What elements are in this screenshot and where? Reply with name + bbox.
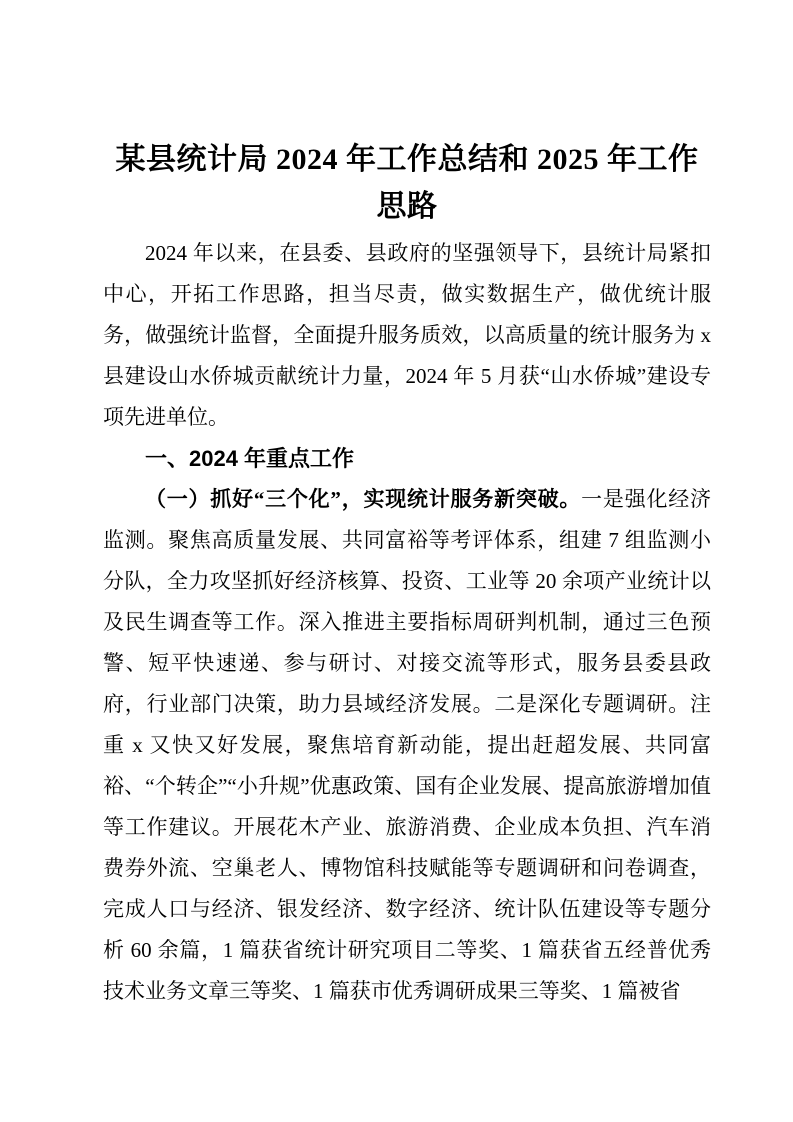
document-title: 某县统计局 2024 年工作总结和 2025 年工作思路 <box>115 143 699 223</box>
subsection-1-lead-sentence: （一）抓好“三个化”，实现统计服务新突破。 <box>145 487 582 511</box>
intro-paragraph: 2024 年以来，在县委、县政府的坚强领导下，县统计局紧扣中心，开拓工作思路，担当尽责，做实数据生产，做优统计服务，做强统计监督，全面提升服务质效，以高质量的统计服务为 x 县建设山水侨城贡献统计力量，2024 年 5 月获“山水侨城”建设专项先进单位。 <box>103 241 711 429</box>
subsection-1-paragraph <box>103 479 711 1012</box>
subsection-1-body-text: 一是强化经济监测。聚焦高质量发展、共同富裕等考评体系，组建 7 组监测小分队，全力攻坚抓好经济核算、投资、工业等 20 余项产业统计以及民生调查等工作。深入推进主要指标周研判机制，通过三色预警、短平快速递、参与研讨、对接交流等形式，服务县委县政府，行业部门决策，助力县域经济发展。二是深化专题调研。注重 x 又快又好发展，聚焦培育新动能，提出赶超发展、共同富裕、“个转企”“小升规”优惠政策、国有企业发展、提高旅游增加值等工作建议。开展花木产业、旅游消费、企业成本负担、汽车消费券外流、空巢老人、博物馆科技赋能等专题调研和问卷调查，完成人口与经济、银发经济、数字经济、统计队伍建设等专题分析 60 余篇，1 篇获省统计研究项目二等奖、1 篇获省五经普优秀技术业务文章三等奖、1 篇获市优秀调研成果三等奖、1 篇被省 <box>103 487 712 1003</box>
section-heading-2024-key-work: 一、2024 年重点工作 <box>145 446 355 471</box>
